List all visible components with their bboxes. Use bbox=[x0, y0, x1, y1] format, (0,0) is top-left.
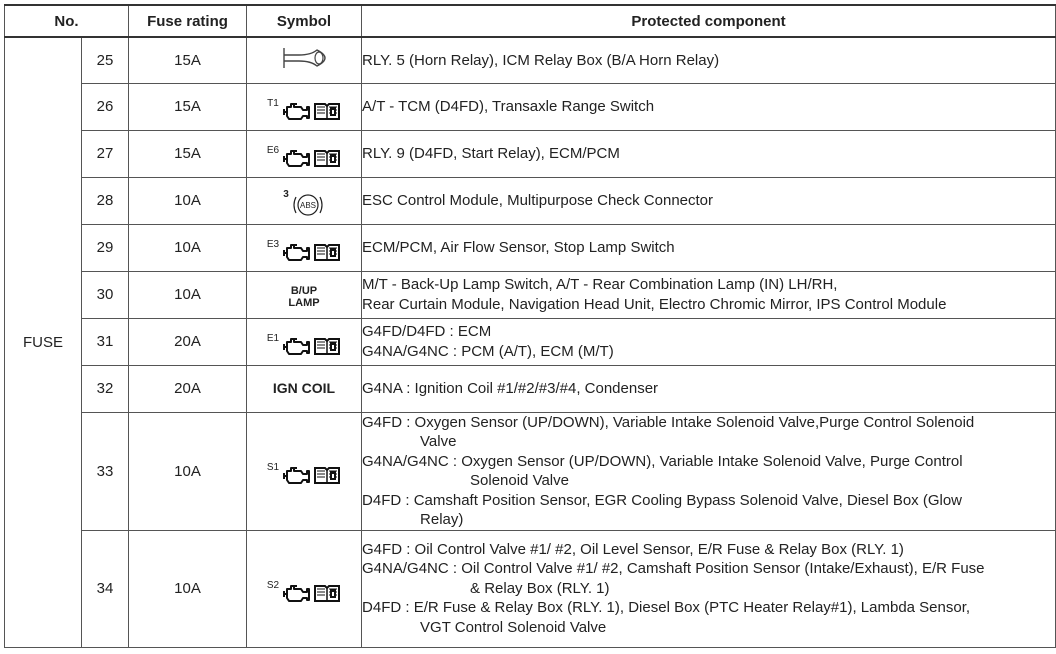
fuse-rating: 10A bbox=[129, 530, 247, 647]
table-row bbox=[5, 530, 1056, 647]
symbol-graphic bbox=[266, 579, 341, 603]
symbol-graphic bbox=[266, 144, 341, 168]
symbol-text: B/UP LAMP bbox=[288, 284, 320, 309]
protected-component bbox=[362, 130, 1056, 177]
symbol-graphic bbox=[266, 332, 341, 356]
symbol-superscript: E3 bbox=[266, 238, 280, 250]
fuse-symbol bbox=[247, 177, 362, 224]
component-line: M/T - Back-Up Lamp Switch, A/T - Rear Combination Lamp (IN) LH/RH, bbox=[362, 276, 838, 293]
fuse-symbol bbox=[247, 37, 362, 83]
protected-component bbox=[362, 318, 1056, 365]
fuse-symbol bbox=[247, 130, 362, 177]
symbol-graphic bbox=[266, 238, 341, 262]
symbol-text: IGN COIL bbox=[272, 380, 336, 396]
symbol-graphic bbox=[267, 97, 341, 121]
component-line-continuation: Valve bbox=[420, 433, 457, 450]
engine-icon bbox=[281, 242, 311, 262]
table-row bbox=[5, 177, 1056, 224]
table-row bbox=[5, 83, 1056, 130]
engine-icon bbox=[281, 148, 311, 168]
fuse-number: 32 bbox=[82, 365, 129, 412]
protected-component bbox=[362, 412, 1056, 530]
component-line: D4FD : E/R Fuse & Relay Box (RLY. 1), Diesel Box (PTC Heater Relay#1), Lambda Sensor, bbox=[362, 599, 971, 617]
symbol-superscript: T1 bbox=[267, 97, 279, 109]
fuse-rating: 15A bbox=[129, 37, 247, 83]
manual-book-icon bbox=[313, 336, 341, 356]
group-label: FUSE bbox=[5, 37, 82, 647]
symbol-graphic bbox=[288, 285, 319, 309]
manual-book-icon bbox=[313, 465, 341, 485]
component-line-continuation: Relay) bbox=[420, 511, 464, 528]
protected-component bbox=[362, 365, 1056, 412]
symbol-superscript: E6 bbox=[266, 144, 280, 156]
table-header-row bbox=[5, 5, 1056, 37]
fuse-number: 26 bbox=[82, 83, 129, 130]
symbol-graphic bbox=[283, 188, 325, 218]
engine-icon bbox=[281, 583, 311, 603]
header-fuse-rating: Fuse rating bbox=[129, 5, 247, 37]
protected-component bbox=[362, 177, 1056, 224]
fuse-symbol bbox=[247, 318, 362, 365]
protected-component bbox=[362, 530, 1056, 647]
component-line: G4NA/G4NC : Oxygen Sensor (UP/DOWN), Variable Intake Solenoid Valve, Purge Control bbox=[362, 452, 963, 470]
component-line: RLY. 5 (Horn Relay), ICM Relay Box (B/A Horn Relay) bbox=[362, 51, 720, 69]
fuse-symbol bbox=[247, 83, 362, 130]
table-row bbox=[5, 412, 1056, 530]
fuse-symbol bbox=[247, 365, 362, 412]
header-symbol: Symbol bbox=[247, 5, 362, 37]
table-row bbox=[5, 365, 1056, 412]
component-line: RLY. 9 (D4FD, Start Relay), ECM/PCM bbox=[362, 144, 620, 162]
abs-icon bbox=[291, 192, 325, 218]
component-line: ESC Control Module, Multipurpose Check Connector bbox=[362, 191, 714, 209]
component-line: G4FD : Oxygen Sensor (UP/DOWN), Variable Intake Solenoid Valve,Purge Control Solenoid bbox=[362, 413, 975, 431]
fuse-number: 31 bbox=[82, 318, 129, 365]
component-line-continuation: & Relay Box (RLY. 1) bbox=[470, 579, 610, 597]
fuse-number: 27 bbox=[82, 130, 129, 177]
symbol-superscript: S2 bbox=[266, 579, 280, 591]
protected-component bbox=[362, 224, 1056, 271]
fuse-symbol bbox=[247, 271, 362, 318]
fuse-rating: 15A bbox=[129, 83, 247, 130]
manual-book-icon bbox=[313, 148, 341, 168]
symbol-graphic bbox=[281, 44, 327, 72]
table-row bbox=[5, 130, 1056, 177]
fuse-number: 28 bbox=[82, 177, 129, 224]
engine-icon bbox=[281, 465, 311, 485]
header-protected-component: Protected component bbox=[362, 5, 1056, 37]
fuse-symbol bbox=[247, 224, 362, 271]
manual-book-icon bbox=[313, 101, 341, 121]
table-row bbox=[5, 37, 1056, 83]
symbol-graphic bbox=[266, 462, 341, 485]
fuse-number: 30 bbox=[82, 271, 129, 318]
header-no: No. bbox=[5, 5, 129, 37]
component-line-continuation: VGT Control Solenoid Valve bbox=[420, 618, 607, 636]
manual-book-icon bbox=[313, 242, 341, 262]
symbol-superscript: S1 bbox=[266, 462, 280, 473]
horn-icon bbox=[281, 44, 327, 72]
engine-icon bbox=[281, 336, 311, 356]
component-line: ECM/PCM, Air Flow Sensor, Stop Lamp Switch bbox=[362, 238, 675, 256]
fuse-rating: 15A bbox=[129, 130, 247, 177]
component-line: G4FD : Oil Control Valve #1/ #2, Oil Level Sensor, E/R Fuse & Relay Box (RLY. 1) bbox=[362, 540, 904, 558]
component-line: D4FD : Camshaft Position Sensor, EGR Cooling Bypass Solenoid Valve, Diesel Box (Glow bbox=[362, 491, 963, 509]
table-row bbox=[5, 318, 1056, 365]
fuse-number: 25 bbox=[82, 37, 129, 83]
fuse-number: 29 bbox=[82, 224, 129, 271]
fuse-rating: 10A bbox=[129, 224, 247, 271]
fuse-rating: 20A bbox=[129, 318, 247, 365]
symbol-graphic bbox=[273, 380, 335, 396]
fuse-rating: 10A bbox=[129, 412, 247, 530]
component-line: Rear Curtain Module, Navigation Head Unit, Electro Chromic Mirror, IPS Control Module bbox=[362, 295, 947, 313]
component-line-continuation: Solenoid Valve bbox=[470, 472, 569, 489]
component-line: G4NA : Ignition Coil #1/#2/#3/#4, Condenser bbox=[362, 379, 659, 397]
symbol-superscript: E1 bbox=[266, 332, 280, 344]
fuse-rating: 10A bbox=[129, 177, 247, 224]
component-line: A/T - TCM (D4FD), Transaxle Range Switch bbox=[362, 97, 655, 115]
fuse-rating: 10A bbox=[129, 271, 247, 318]
table-row bbox=[5, 271, 1056, 318]
protected-component bbox=[362, 37, 1056, 83]
fuse-rating: 20A bbox=[129, 365, 247, 412]
fuse-table bbox=[4, 4, 1056, 648]
abs-label: ABS bbox=[299, 200, 316, 210]
protected-component bbox=[362, 83, 1056, 130]
fuse-symbol bbox=[247, 412, 362, 530]
component-line: G4NA/G4NC : Oil Control Valve #1/ #2, Camshaft Position Sensor (Intake/Exhaust), E/R Fuse bbox=[362, 560, 985, 578]
manual-book-icon bbox=[313, 583, 341, 603]
fuse-symbol bbox=[247, 530, 362, 647]
protected-component bbox=[362, 271, 1056, 318]
engine-icon bbox=[281, 101, 311, 121]
component-line: G4NA/G4NC : PCM (A/T), ECM (M/T) bbox=[362, 342, 614, 360]
symbol-superscript: 3 bbox=[283, 188, 289, 200]
fuse-number: 33 bbox=[82, 412, 129, 530]
table-row bbox=[5, 224, 1056, 271]
fuse-number: 34 bbox=[82, 530, 129, 647]
component-line: G4FD/D4FD : ECM bbox=[362, 323, 492, 340]
